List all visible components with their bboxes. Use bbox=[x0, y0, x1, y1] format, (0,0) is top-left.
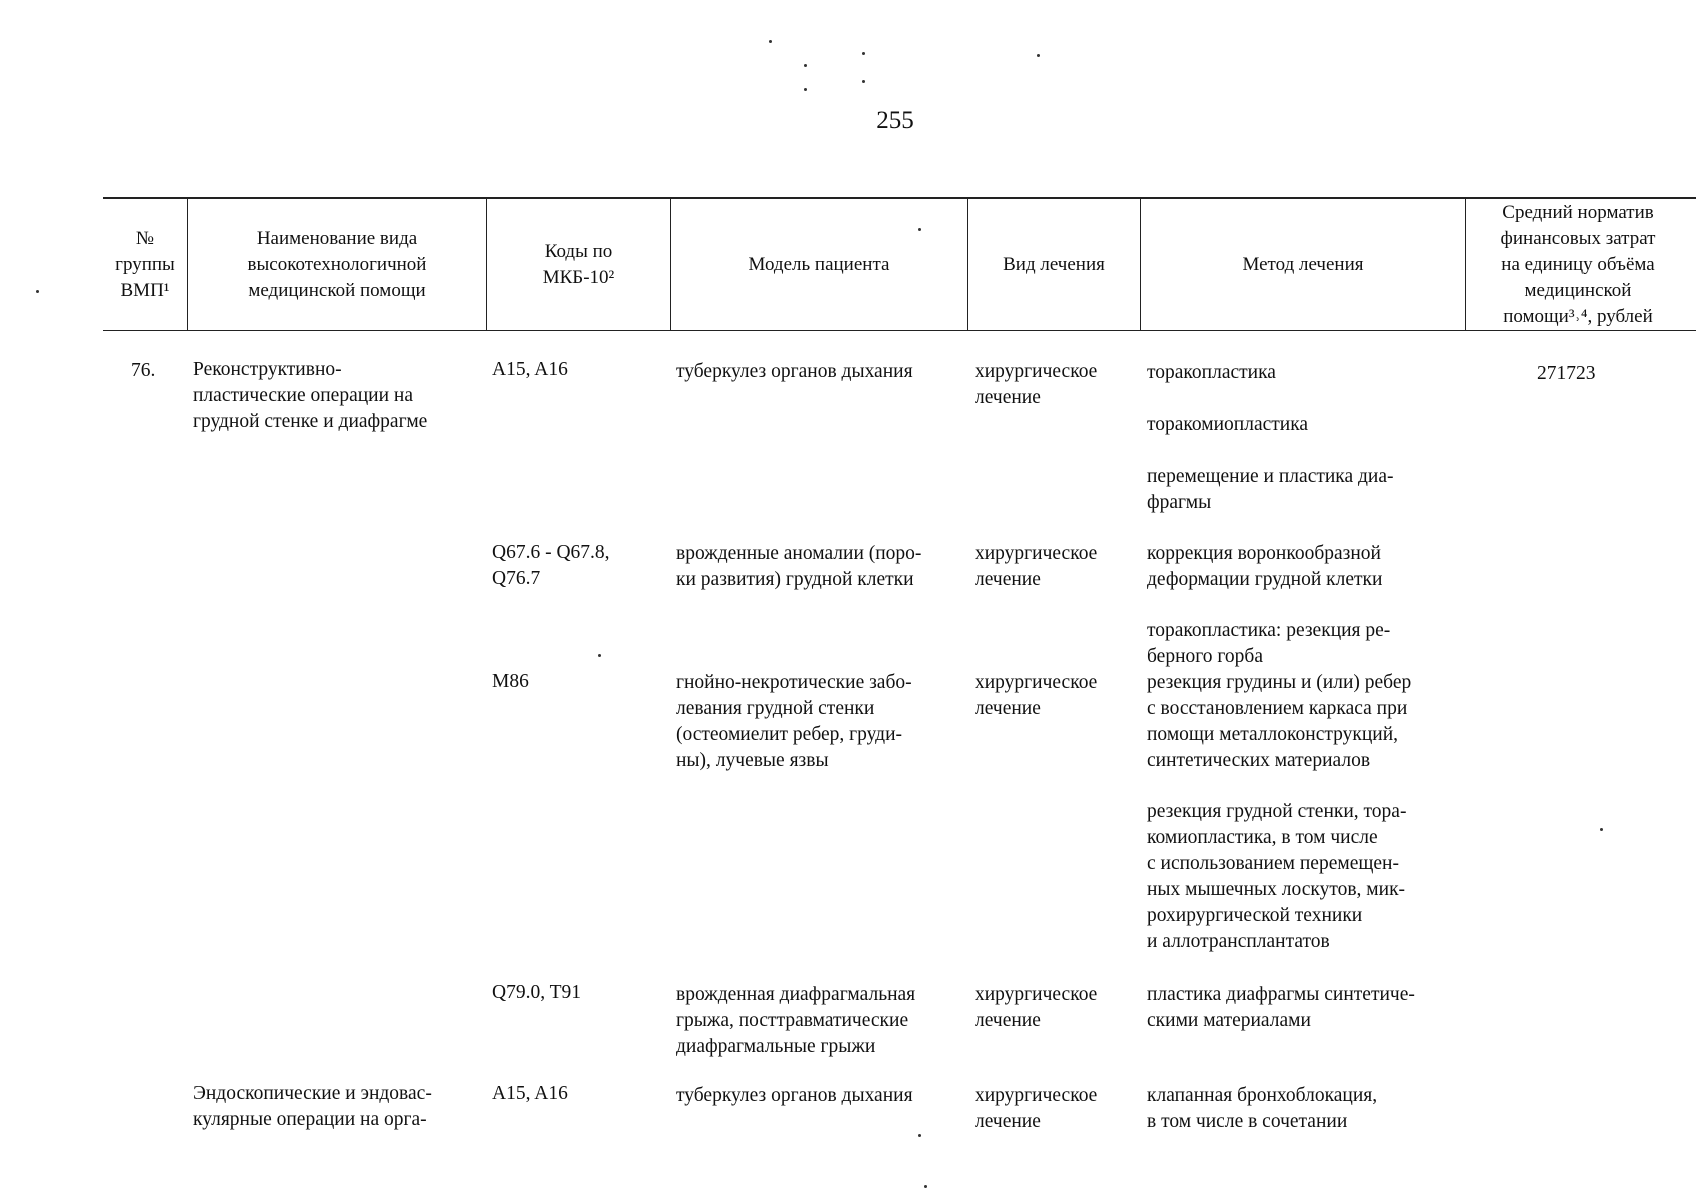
header-group-number bbox=[103, 198, 187, 331]
treatment-method: клапанная бронхоблокация, в том числе в сочетании bbox=[1147, 1085, 1378, 1132]
scan-speck bbox=[804, 64, 807, 67]
care-type-name: Эндоскопические и эндовас- кулярные операции на орга- bbox=[193, 1083, 432, 1130]
header-treatment-type bbox=[968, 198, 1140, 331]
patient-model: врожденные аномалии (поро- ки развития) грудной клетки bbox=[676, 543, 922, 590]
icd-codes: Q79.0, T91 bbox=[492, 982, 582, 1003]
header-group-number-text: № группы ВМП¹ bbox=[115, 227, 175, 301]
treatment-type: хирургическое лечение bbox=[975, 1085, 1098, 1132]
scan-speck bbox=[769, 40, 772, 43]
header-name bbox=[188, 198, 486, 331]
treatment-method: резекция грудины и (или) ребер с восстановлением каркаса при помощи металлоконструкций, синтетических материалов bbox=[1147, 672, 1412, 771]
icd-codes: M86 bbox=[492, 671, 529, 692]
scan-speck bbox=[862, 80, 865, 83]
header-name-text: Наименование вида высокотехнологичной медицинской помощи bbox=[247, 227, 427, 301]
scan-speck bbox=[924, 1185, 927, 1188]
patient-model: туберкулез органов дыхания bbox=[676, 361, 913, 382]
treatment-method: торакопластика bbox=[1147, 362, 1276, 383]
header-method-text: Метод лечения bbox=[1242, 253, 1364, 275]
scan-speck bbox=[1600, 828, 1603, 831]
treatment-type: хирургическое лечение bbox=[975, 672, 1098, 719]
icd-codes: Q67.6 - Q67.8, Q76.7 bbox=[492, 542, 610, 589]
care-type-name: Реконструктивно- пластические операции на грудной стенке и диафрагме bbox=[193, 359, 428, 432]
treatment-type: хирургическое лечение bbox=[975, 543, 1098, 590]
treatment-method: пластика диафрагмы синтетиче- скими материалами bbox=[1147, 984, 1415, 1031]
patient-model: гнойно-некротические забо- левания грудной стенки (остеомиелит ребер, груди- ны), лучевые язвы bbox=[676, 672, 912, 771]
header-cost bbox=[1466, 198, 1690, 331]
header-codes-text: Коды по МКБ-10² bbox=[542, 240, 615, 288]
treatment-method: торакомиопластика bbox=[1147, 414, 1309, 435]
treatment-type: хирургическое лечение bbox=[975, 361, 1098, 408]
treatment-method: перемещение и пластика диа- фрагмы bbox=[1147, 466, 1394, 513]
patient-model: врожденная диафрагмальная грыжа, посттравматические диафрагмальные грыжи bbox=[676, 984, 916, 1057]
header-cost-text: Средний норматив финансовых затрат на единицу объёма медицинской помощи³˒⁴, рублей bbox=[1500, 201, 1656, 327]
cost-value: 271723 bbox=[1537, 363, 1596, 384]
scan-speck bbox=[862, 52, 865, 55]
header-method bbox=[1141, 198, 1465, 331]
scan-speck bbox=[598, 654, 601, 657]
treatment-type: хирургическое лечение bbox=[975, 984, 1098, 1031]
header-treatment-type-text: Вид лечения bbox=[1003, 253, 1105, 275]
scan-speck bbox=[1037, 54, 1040, 57]
scan-speck bbox=[36, 290, 39, 293]
icd-codes: A15, A16 bbox=[492, 1083, 568, 1104]
treatment-method: резекция грудной стенки, тора- комиопластика, в том числе с использованием перемещен- ных мышечных лоскутов, мик- рохирургической техники и аллотрансплантатов bbox=[1147, 801, 1407, 952]
header-codes bbox=[487, 198, 670, 331]
header-patient-model bbox=[671, 198, 967, 331]
scan-speck bbox=[804, 88, 807, 91]
group-number: 76. bbox=[131, 360, 156, 381]
icd-codes: A15, A16 bbox=[492, 359, 568, 380]
scan-speck bbox=[918, 1134, 921, 1137]
header-patient-model-text: Модель пациента bbox=[748, 253, 890, 275]
page-number: 255 bbox=[876, 107, 914, 134]
treatment-method: коррекция воронкообразной деформации грудной клетки bbox=[1147, 543, 1383, 590]
treatment-method: торакопластика: резекция ре- берного горба bbox=[1147, 620, 1391, 667]
patient-model: туберкулез органов дыхания bbox=[676, 1085, 913, 1106]
